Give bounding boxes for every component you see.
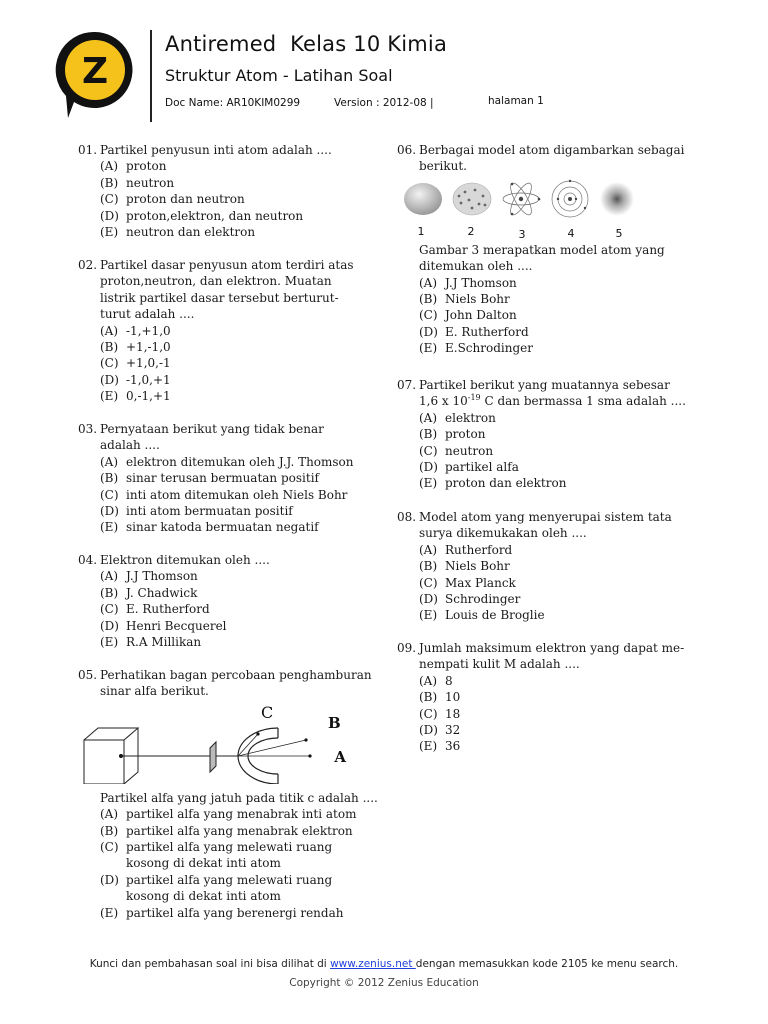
logo-letter: Z xyxy=(81,51,109,92)
footer-text-post: dengan memasukkan kode 2105 ke menu search. xyxy=(415,958,679,970)
figure-number-5: 5 xyxy=(615,226,623,239)
question-stem: Elektron ditemukan oleh .... xyxy=(100,553,270,567)
question-07 xyxy=(397,377,687,492)
rutherford-scattering-figure xyxy=(78,704,348,784)
option-b: (B) Niels Bohr xyxy=(419,292,510,307)
footer-text-pre: Kunci dan pembahasan soal ini bisa dilihat di xyxy=(89,958,331,970)
question-03 xyxy=(78,421,368,536)
doc-name: Doc Name: AR10KIM0299 xyxy=(165,97,301,109)
option-c: (C) inti atom ditemukan oleh Niels Bohr xyxy=(100,487,348,502)
option-d: (D) partikel alfa yang melewati ruang kosong di dekat inti atom xyxy=(100,872,333,904)
figure-number-2: 2 xyxy=(467,224,475,238)
question-stem: Jumlah maksimum elektron yang dapat me-nempati kulit M adalah .... xyxy=(419,641,685,672)
option-a: (A) J.J Thomson xyxy=(419,275,517,290)
question-stem: Pernyataan berikut yang tidak benar adalah .... xyxy=(100,422,324,453)
question-prompt: Gambar 3 merapatkan model atom yang ditemukan oleh .... xyxy=(419,242,665,274)
zenius-link[interactable]: www.zenius.net xyxy=(330,958,416,970)
question-stem: Model atom yang menyerupai sistem tata surya dikemukakan oleh .... xyxy=(419,510,672,541)
question-01 xyxy=(78,142,368,240)
copyright: Copyright © 2012 Zenius Education xyxy=(289,977,479,989)
option-c: (C) 18 xyxy=(419,706,461,721)
option-a: (A) 8 xyxy=(419,673,453,688)
question-06 xyxy=(397,142,687,357)
option-c: (C) Max Planck xyxy=(419,575,516,590)
question-stem: Perhatikan bagan percobaan penghamburan sinar alfa berikut. xyxy=(100,668,372,699)
option-e: (E) Louis de Broglie xyxy=(419,608,545,623)
question-number: 03. xyxy=(78,422,98,436)
question-stem: Berbagai model atom digambarkan sebagai berikut. xyxy=(419,143,685,174)
option-d: (D) Henri Becquerel xyxy=(100,618,227,633)
atom-models-figure xyxy=(397,177,637,239)
option-a: (A) -1,+1,0 xyxy=(100,323,171,338)
option-b: (B) Niels Bohr xyxy=(419,559,510,574)
option-b: (B) +1,-1,0 xyxy=(100,340,171,355)
question-prompt: Partikel alfa yang jatuh pada titik c adalah .... xyxy=(100,790,378,805)
page-number: halaman 1 xyxy=(488,95,544,107)
option-b: (B) J. Chadwick xyxy=(100,585,198,600)
option-e: (E) proton dan elektron xyxy=(419,476,567,491)
doc-version: Version : 2012-08 | xyxy=(334,97,434,109)
option-b: (B) partikel alfa yang menabrak elektron xyxy=(100,823,353,838)
question-05 xyxy=(78,667,378,921)
figure-label-c: C xyxy=(261,703,274,722)
doc-title: Antiremed Kelas 10 Kimia xyxy=(165,32,448,56)
question-number: 08. xyxy=(397,510,417,524)
figure-number-4: 4 xyxy=(567,226,575,239)
option-e: (E) sinar katoda bermuatan negatif xyxy=(100,520,319,535)
question-stem: Partikel penyusun inti atom adalah .... xyxy=(100,143,332,157)
option-c: (C) proton dan neutron xyxy=(100,192,245,207)
atom-model-5-modern xyxy=(600,182,634,216)
option-b: (B) proton xyxy=(419,427,486,442)
option-d: (D) Schrodinger xyxy=(419,592,521,607)
option-e: (E) E.Schrodinger xyxy=(419,341,533,356)
option-e: (E) neutron dan elektron xyxy=(100,225,256,240)
option-a: (A) partikel alfa yang menabrak inti atom xyxy=(100,807,357,822)
question-number: 07. xyxy=(397,378,417,392)
question-04 xyxy=(78,552,368,650)
question-stem: Partikel berikut yang muatannya sebesar 1,6 x $10^{-19}$ C dan bermassa 1 sma adalah .... xyxy=(419,378,686,409)
atom-model-2-thomson xyxy=(453,183,491,215)
footer-note xyxy=(0,958,768,970)
option-e: (E) 0,-1,+1 xyxy=(100,389,171,404)
question-number: 06. xyxy=(397,143,417,157)
option-d: (D) E. Rutherford xyxy=(419,324,529,339)
question-number: 01. xyxy=(78,143,98,157)
doc-subtitle: Struktur Atom - Latihan Soal xyxy=(165,66,393,85)
option-d: (D) inti atom bermuatan positif xyxy=(100,504,293,519)
figure-label-b: B xyxy=(328,713,341,732)
option-d: (D) proton,elektron, dan neutron xyxy=(100,208,304,223)
option-d: (D) -1,0,+1 xyxy=(100,372,171,387)
question-number: 02. xyxy=(78,258,98,272)
option-b: (B) sinar terusan bermuatan positif xyxy=(100,471,319,486)
option-a: (A) J.J Thomson xyxy=(100,569,198,584)
zenius-logo xyxy=(52,28,138,120)
option-c: (C) E. Rutherford xyxy=(100,602,210,617)
question-stem: Partikel dasar penyusun atom terdiri atas proton,neutron, dan elektron. Muatan listrik partikel dasar tersebut berturut-turut adalah .... xyxy=(100,258,354,322)
option-c: (C) John Dalton xyxy=(419,308,517,323)
option-e: (E) 36 xyxy=(419,739,461,754)
option-b: (B) neutron xyxy=(100,175,175,190)
question-number: 05. xyxy=(78,668,98,682)
figure-number-3: 3 xyxy=(518,227,526,239)
option-a: (A) elektron xyxy=(419,410,496,425)
figure-number-1: 1 xyxy=(417,224,425,238)
option-e: (E) partikel alfa yang berenergi rendah xyxy=(100,905,344,920)
option-c: (C) neutron xyxy=(419,443,494,458)
question-number: 09. xyxy=(397,641,417,655)
option-e: (E) R.A Millikan xyxy=(100,635,202,650)
question-08 xyxy=(397,509,687,624)
atom-model-1-dalton xyxy=(404,183,442,215)
option-d: (D) partikel alfa xyxy=(419,460,519,475)
question-number: 04. xyxy=(78,553,98,567)
header-divider xyxy=(150,30,152,122)
figure-label-a: A xyxy=(334,747,346,766)
option-a: (A) elektron ditemukan oleh J.J. Thomson xyxy=(100,454,354,469)
option-d: (D) 32 xyxy=(419,723,461,738)
option-a: (A) Rutherford xyxy=(419,542,513,557)
option-a: (A) proton xyxy=(100,159,167,174)
option-c: (C) partikel alfa yang melewati ruang kosong di dekat inti atom xyxy=(100,840,333,871)
question-02 xyxy=(78,257,368,405)
question-09 xyxy=(397,640,687,755)
option-b: (B) 10 xyxy=(419,690,461,705)
option-c: (C) +1,0,-1 xyxy=(100,356,171,371)
